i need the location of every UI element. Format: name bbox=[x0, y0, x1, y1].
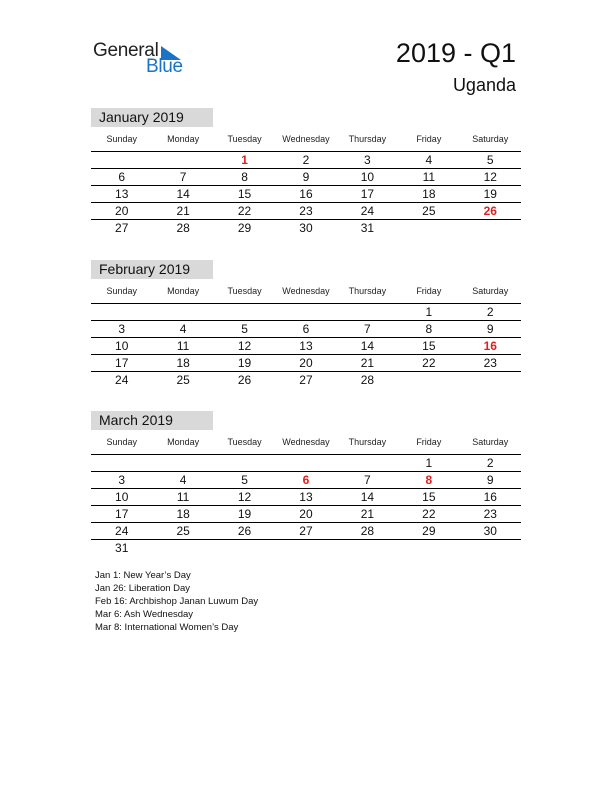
day-cell: 10 bbox=[115, 339, 129, 353]
month-label: January 2019 bbox=[91, 108, 213, 127]
day-cell: 20 bbox=[115, 204, 129, 218]
weekday-header: Tuesday bbox=[227, 286, 262, 296]
day-cell: 11 bbox=[422, 170, 436, 184]
day-cell: 16 bbox=[483, 490, 497, 504]
day-cell: 25 bbox=[176, 373, 190, 387]
day-cell: 25 bbox=[422, 204, 436, 218]
day-cell: 16 bbox=[483, 339, 497, 353]
day-cell: 2 bbox=[302, 153, 310, 167]
day-cell: 1 bbox=[425, 305, 433, 319]
day-cell: 6 bbox=[118, 170, 126, 184]
week-row bbox=[91, 540, 521, 556]
weekday-header: Thursday bbox=[348, 286, 387, 296]
day-cell: 12 bbox=[483, 170, 497, 184]
day-cell: 15 bbox=[422, 339, 436, 353]
day-cell: 1 bbox=[241, 153, 248, 167]
day-cell: 22 bbox=[422, 507, 436, 521]
day-cell: 31 bbox=[360, 221, 375, 235]
month-february bbox=[91, 260, 521, 388]
day-cell: 6 bbox=[302, 473, 310, 487]
day-cell: 30 bbox=[299, 221, 313, 235]
day-cell: 3 bbox=[118, 322, 126, 336]
day-cell: 2 bbox=[486, 305, 494, 319]
brand-logo bbox=[93, 40, 193, 80]
day-cell: 11 bbox=[176, 490, 190, 504]
month-label: February 2019 bbox=[91, 260, 213, 279]
week-row bbox=[91, 152, 521, 169]
weekday-header: Friday bbox=[416, 134, 442, 144]
week-row bbox=[91, 321, 521, 338]
day-cell: 30 bbox=[483, 524, 497, 538]
day-cell: 13 bbox=[115, 187, 129, 201]
day-cell: 3 bbox=[118, 473, 126, 487]
day-cell: 23 bbox=[299, 204, 313, 218]
week-row bbox=[91, 455, 521, 472]
day-cell: 11 bbox=[176, 339, 190, 353]
day-cell: 22 bbox=[422, 356, 436, 370]
holiday-list bbox=[95, 569, 258, 634]
day-cell: 24 bbox=[115, 373, 129, 387]
day-cell: 12 bbox=[237, 339, 252, 353]
day-cell: 17 bbox=[360, 187, 375, 201]
day-cell: 4 bbox=[179, 473, 187, 487]
day-cell: 9 bbox=[486, 322, 494, 336]
weekday-header: Saturday bbox=[472, 134, 509, 144]
day-cell: 9 bbox=[302, 170, 310, 184]
week-row bbox=[91, 220, 521, 236]
day-cell: 18 bbox=[176, 356, 190, 370]
week-row bbox=[91, 338, 521, 355]
day-cell: 14 bbox=[360, 490, 375, 504]
day-cell: 8 bbox=[241, 170, 248, 184]
day-cell: 17 bbox=[115, 507, 129, 521]
day-cell: 8 bbox=[425, 322, 433, 336]
week-row bbox=[91, 472, 521, 489]
day-cell: 13 bbox=[299, 490, 313, 504]
week-row bbox=[91, 355, 521, 372]
month-march bbox=[91, 411, 521, 556]
logo-text-general: General bbox=[93, 40, 159, 61]
weekday-header-row bbox=[91, 430, 521, 455]
week-row bbox=[91, 203, 521, 220]
weekday-header: Tuesday bbox=[227, 134, 262, 144]
day-cell: 27 bbox=[115, 221, 129, 235]
day-cell: 28 bbox=[360, 524, 375, 538]
day-cell: 24 bbox=[360, 204, 375, 218]
day-cell: 15 bbox=[422, 490, 436, 504]
weekday-header: Monday bbox=[167, 286, 200, 296]
day-cell: 9 bbox=[486, 473, 494, 487]
day-cell: 28 bbox=[176, 221, 190, 235]
week-row bbox=[91, 489, 521, 506]
day-cell: 31 bbox=[115, 541, 129, 555]
day-cell: 2 bbox=[486, 456, 494, 470]
day-cell: 23 bbox=[483, 356, 497, 370]
day-cell: 17 bbox=[115, 356, 129, 370]
day-cell: 22 bbox=[237, 204, 252, 218]
holiday-note: Jan 26: Liberation Day bbox=[95, 583, 191, 594]
week-row bbox=[91, 169, 521, 186]
day-cell: 7 bbox=[179, 170, 187, 184]
week-row bbox=[91, 186, 521, 203]
day-cell: 27 bbox=[299, 524, 313, 538]
weekday-header: Friday bbox=[416, 437, 442, 447]
holiday-note: Feb 16: Archbishop Janan Luwum Day bbox=[95, 596, 259, 607]
weekday-header: Saturday bbox=[472, 437, 509, 447]
day-cell: 1 bbox=[425, 456, 433, 470]
day-cell: 14 bbox=[360, 339, 375, 353]
day-cell: 19 bbox=[237, 356, 252, 370]
weekday-header: Sunday bbox=[106, 286, 137, 296]
day-cell: 29 bbox=[237, 221, 252, 235]
week-row bbox=[91, 372, 521, 388]
day-cell: 12 bbox=[237, 490, 252, 504]
day-cell: 7 bbox=[364, 473, 371, 487]
page-title: 2019 - Q1 bbox=[395, 38, 516, 68]
day-cell: 20 bbox=[299, 507, 313, 521]
week-row bbox=[91, 304, 521, 321]
day-cell: 21 bbox=[360, 507, 375, 521]
day-cell: 4 bbox=[425, 153, 433, 167]
day-cell: 25 bbox=[176, 524, 190, 538]
weekday-header: Saturday bbox=[472, 286, 509, 296]
day-cell: 29 bbox=[422, 524, 436, 538]
day-cell: 18 bbox=[176, 507, 190, 521]
day-cell: 21 bbox=[176, 204, 190, 218]
month-january bbox=[91, 108, 521, 236]
logo-text-blue: Blue bbox=[146, 56, 183, 77]
day-cell: 10 bbox=[115, 490, 129, 504]
day-cell: 5 bbox=[486, 153, 494, 167]
day-cell: 7 bbox=[364, 322, 371, 336]
day-cell: 16 bbox=[299, 187, 313, 201]
holiday-note: Mar 8: International Women’s Day bbox=[95, 622, 239, 633]
weekday-header: Tuesday bbox=[227, 437, 262, 447]
weekday-header-row bbox=[91, 279, 521, 304]
day-cell: 10 bbox=[360, 170, 375, 184]
holiday-note: Jan 1: New Year’s Day bbox=[95, 570, 191, 581]
holiday-note: Mar 6: Ash Wednesday bbox=[95, 609, 194, 620]
day-cell: 20 bbox=[299, 356, 313, 370]
weekday-header: Thursday bbox=[348, 437, 387, 447]
month-label: March 2019 bbox=[91, 411, 213, 430]
day-cell: 8 bbox=[425, 473, 433, 487]
day-cell: 3 bbox=[364, 153, 371, 167]
day-cell: 15 bbox=[237, 187, 252, 201]
weekday-header: Sunday bbox=[106, 134, 137, 144]
weekday-header: Wednesday bbox=[282, 286, 330, 296]
day-cell: 18 bbox=[422, 187, 436, 201]
week-row bbox=[91, 506, 521, 523]
day-cell: 26 bbox=[483, 204, 497, 218]
day-cell: 26 bbox=[237, 524, 252, 538]
day-cell: 19 bbox=[483, 187, 497, 201]
weekday-header: Wednesday bbox=[282, 134, 330, 144]
day-cell: 13 bbox=[299, 339, 313, 353]
day-cell: 26 bbox=[237, 373, 252, 387]
weekday-header: Sunday bbox=[106, 437, 137, 447]
day-cell: 19 bbox=[237, 507, 252, 521]
day-cell: 24 bbox=[115, 524, 129, 538]
day-cell: 21 bbox=[360, 356, 375, 370]
day-cell: 5 bbox=[241, 473, 248, 487]
day-cell: 5 bbox=[241, 322, 248, 336]
day-cell: 27 bbox=[299, 373, 313, 387]
weekday-header-row bbox=[91, 127, 521, 152]
weekday-header: Friday bbox=[416, 286, 442, 296]
day-cell: 28 bbox=[360, 373, 375, 387]
country-name: Uganda bbox=[452, 75, 516, 95]
day-cell: 14 bbox=[176, 187, 190, 201]
weekday-header: Monday bbox=[167, 134, 200, 144]
day-cell: 23 bbox=[483, 507, 497, 521]
weekday-header: Monday bbox=[167, 437, 200, 447]
day-cell: 6 bbox=[302, 322, 310, 336]
weekday-header: Thursday bbox=[348, 134, 387, 144]
day-cell: 4 bbox=[179, 322, 187, 336]
week-row bbox=[91, 523, 521, 540]
weekday-header: Wednesday bbox=[282, 437, 330, 447]
